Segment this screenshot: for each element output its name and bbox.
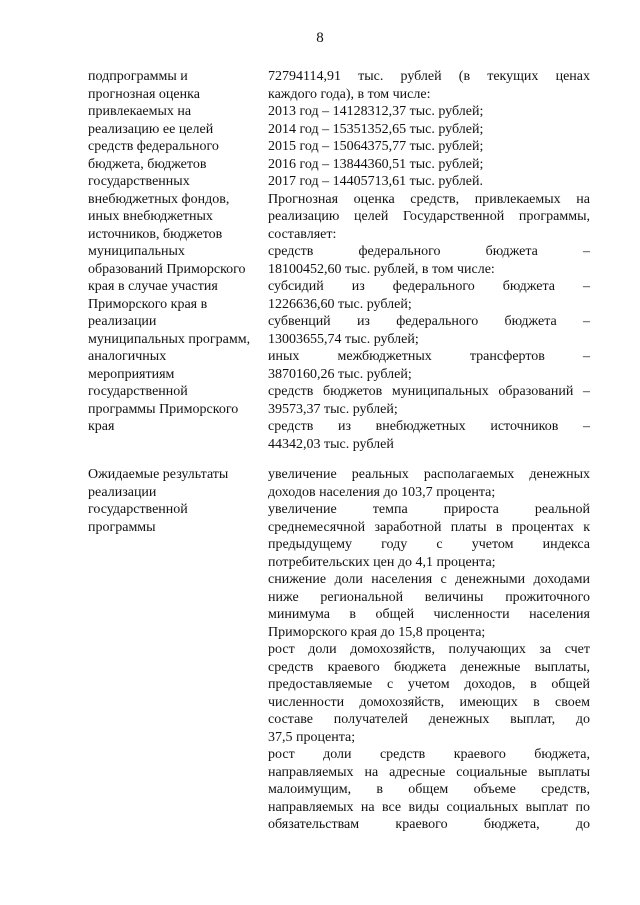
label-line: муниципальных: [88, 244, 185, 259]
label-line: бюджета, бюджетов: [88, 156, 207, 172]
text-line: малоимущим, в общем объеме средств,: [268, 782, 590, 797]
text-line: предыдущему году с учетом индекса: [268, 537, 590, 552]
label-line: Приморского края в: [88, 296, 208, 312]
label-line: реализации: [88, 314, 157, 329]
page-number: 8: [316, 30, 324, 46]
label-line: иных внебюджетных: [88, 209, 213, 224]
text-line: реализацию целей Государственной программы,: [268, 209, 590, 224]
label-line: аналогичных: [88, 349, 167, 364]
text-line: субвенций из федерального бюджета –: [268, 314, 590, 329]
text-line: средств из внебюджетных источников –: [268, 419, 590, 434]
label-line: средств федерального: [88, 139, 219, 154]
label-line: привлекаемых на: [88, 104, 192, 119]
label-line: программы: [88, 519, 156, 535]
text-line: предоставляемые с учетом доходов, в общей: [268, 677, 590, 692]
text-line: направляемых на все виды социальных выплат по: [268, 799, 590, 815]
text-line: рост доли средств краевого бюджета,: [268, 747, 590, 762]
label-line: программы Приморского: [88, 401, 239, 417]
text-line: численности домохозяйств, имеющих в своем: [268, 694, 590, 710]
label-line: прогнозная оценка: [88, 86, 200, 102]
label-line: государственной: [88, 384, 188, 399]
text-line: минимума в общей численности населения: [268, 607, 590, 622]
text-line: 39573,37 тыс. рублей;: [268, 401, 398, 417]
text-line: увеличение реальных располагаемых денежных: [268, 467, 590, 482]
label-line: внебюджетных фондов,: [88, 191, 230, 207]
text-line: доходов населения до 103,7 процента;: [268, 484, 496, 500]
financing-label: [88, 68, 260, 436]
text-line: субсидий из федерального бюджета –: [268, 279, 590, 294]
label-line: Ожидаемые результаты: [88, 467, 229, 482]
text-line: Приморского края до 15,8 процента;: [268, 624, 486, 640]
text-line: обязательствам краевого бюджета, до: [268, 817, 590, 832]
text-line: потребительских цен до 4,1 процента;: [268, 554, 496, 570]
text-line: 2013 год – 14128312,37 тыс. рублей;: [268, 104, 484, 119]
label-line: муниципальных программ,: [88, 331, 251, 347]
text-line: 2014 год – 15351352,65 тыс. рублей;: [268, 121, 484, 137]
label-line: образований Приморского: [88, 261, 246, 277]
label-line: государственной: [88, 502, 188, 517]
label-line: реализацию ее целей: [88, 121, 214, 137]
text-line: средств краевого бюджета денежные выплаты,: [268, 659, 590, 675]
text-line: 18100452,60 тыс. рублей, в том числе:: [268, 261, 495, 277]
text-line: ниже региональной величины прожиточного: [268, 589, 590, 605]
text-line: Прогнозная оценка средств, привлекаемых на: [268, 191, 590, 207]
results-label: [88, 466, 260, 536]
text-line: 13003655,74 тыс. рублей;: [268, 331, 419, 347]
text-line: 3870160,26 тыс. рублей;: [268, 366, 412, 382]
results-value: [268, 466, 590, 834]
text-line: рост доли домохозяйств, получающих за счет: [268, 642, 590, 657]
text-line: средств федерального бюджета –: [268, 244, 590, 259]
label-line: края в случае участия: [88, 279, 218, 294]
text-line: составляет:: [268, 226, 337, 242]
label-line: мероприятиям: [88, 366, 175, 382]
text-line: 37,5 процента;: [268, 729, 356, 745]
text-line: иных межбюджетных трансфертов –: [268, 349, 590, 364]
label-line: источников, бюджетов: [88, 226, 223, 242]
text-line: средств бюджетов муниципальных образований –: [268, 384, 590, 399]
text-line: составе получателей денежных выплат, до: [268, 712, 590, 727]
text-line: каждого года), в том числе:: [268, 86, 431, 102]
text-line: направляемых на адресные социальные выплаты: [268, 764, 590, 780]
text-line: увеличение темпа прироста реальной: [268, 502, 590, 517]
label-line: реализации: [88, 484, 157, 500]
financing-value: [268, 68, 590, 453]
text-line: среднемесячной заработной платы в процентах к: [268, 519, 590, 535]
label-line: государственных: [88, 174, 190, 189]
text-line: снижение доли населения с денежными доходами: [268, 572, 590, 587]
text-line: 2015 год – 15064375,77 тыс. рублей;: [268, 139, 484, 154]
text-line: 1226636,60 тыс. рублей;: [268, 296, 412, 312]
text-line: 44342,03 тыс. рублей: [268, 436, 394, 452]
label-line: края: [88, 419, 115, 434]
label-line: подпрограммы и: [88, 69, 188, 84]
text-line: 2016 год – 13844360,51 тыс. рублей;: [268, 156, 484, 172]
text-line: 2017 год – 14405713,61 тыс. рублей.: [268, 174, 483, 189]
text-line: 72794114,91 тыс. рублей (в текущих ценах: [268, 69, 590, 84]
